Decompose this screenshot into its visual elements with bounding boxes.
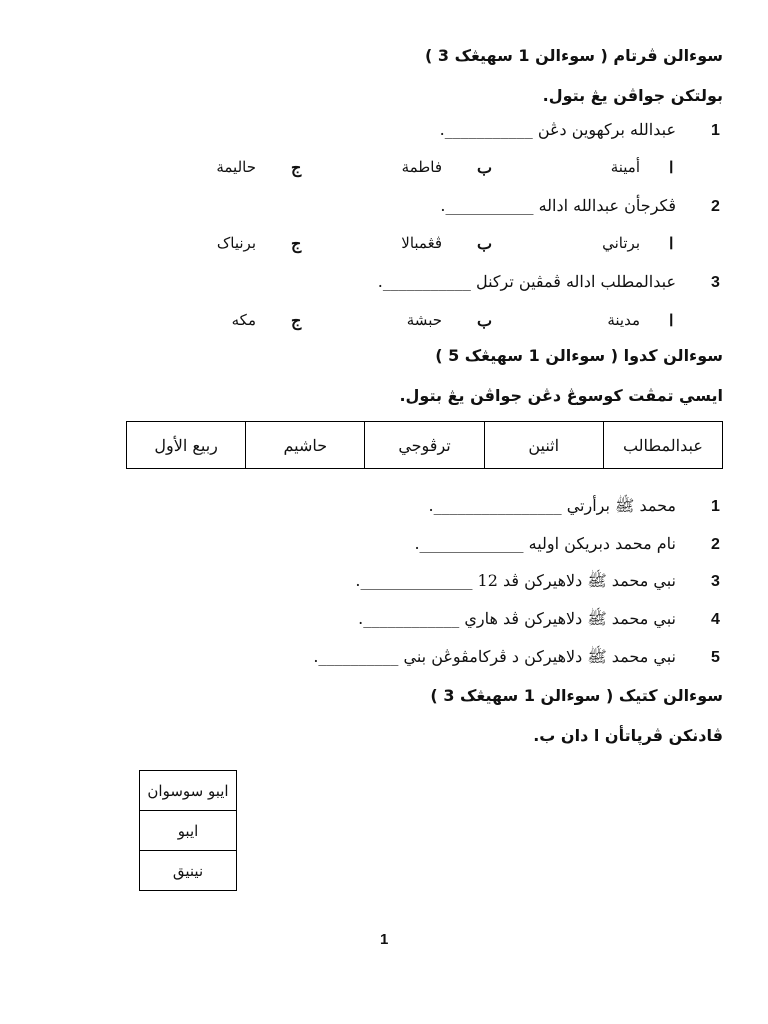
option-b: ڤڠمبالا [401, 234, 442, 252]
option-letter-b: ب [477, 158, 493, 177]
section-c-instruction: ڤادنکن ڤرڽاتأن ا دان ب. [533, 726, 723, 745]
option-a: مدينة [607, 311, 640, 329]
word-bank-cell: اثنين [484, 422, 603, 469]
question-number: 4 [711, 611, 720, 628]
option-c: برنياک [216, 234, 256, 252]
option-letter-a: ا [669, 234, 674, 253]
choice-cell: نينيق [140, 851, 237, 891]
question-number: 2 [711, 198, 720, 215]
question-text: نبي محمد ﷺ دلاهيرکن د ڤرکامڤوڠن بني __________. [313, 647, 676, 666]
question-text: عبدالله برکهوين دڠن ___________. [439, 120, 676, 139]
word-bank-cell: ترڤوجي [365, 422, 484, 469]
question-text: نبي محمد ﷺ دلاهيرکن ڤد هاري ____________. [358, 609, 676, 628]
question-text: نبي محمد ﷺ دلاهيرکن ڤد 12 ______________. [355, 571, 676, 590]
option-letter-a: ا [669, 158, 674, 177]
section-b-title: سوءالن کدوا ( سوءالن 1 سهيڠک 5 ) [435, 346, 723, 365]
question-text: عبدالمطلب اداله ڤمڤين ترکنل ___________. [377, 272, 676, 291]
option-letter-b: ب [477, 234, 493, 253]
question-number: 2 [711, 536, 720, 553]
page-number: 1 [380, 931, 389, 948]
word-bank-cell: عبدالمطالب [603, 422, 722, 469]
option-letter-c: ج [291, 311, 302, 330]
choice-cell: ايبو [140, 811, 237, 851]
word-bank-cell: ربيع الأول [127, 422, 246, 469]
matching-choices-table [139, 770, 237, 891]
section-b-instruction: ايسي تمڤت کوسوڠ دڠن جواڤن يڠ بتول. [399, 386, 723, 405]
section-a-instruction: بولتکن جواڤن يڠ بتول. [542, 86, 723, 105]
word-bank-cell: حاشيم [246, 422, 365, 469]
question-number: 5 [711, 649, 720, 666]
choice-cell: ايبو سوسوان [140, 771, 237, 811]
option-letter-a: ا [669, 311, 674, 330]
question-text: نام محمد دبريکن اوليه _____________. [414, 534, 676, 553]
question-number: 3 [711, 274, 720, 291]
option-c: مکه [231, 311, 256, 329]
option-letter-c: ج [291, 158, 302, 177]
option-a: برتاني [602, 234, 640, 252]
question-number: 3 [711, 573, 720, 590]
option-c: حاليمة [216, 158, 256, 176]
question-text: محمد ﷺ برأرتي ________________. [428, 496, 676, 515]
section-a-title: سوءالن ڤرتام ( سوءالن 1 سهيڠک 3 ) [425, 46, 723, 65]
question-text: ڤکرجأن عبدالله اداله ___________. [440, 196, 676, 215]
option-letter-b: ب [477, 311, 493, 330]
option-b: حبشة [406, 311, 442, 329]
option-letter-c: ج [291, 234, 302, 253]
option-a: أمينة [610, 158, 640, 176]
option-b: فاطمة [401, 158, 442, 176]
question-number: 1 [711, 498, 720, 515]
word-bank-table [126, 421, 723, 469]
section-c-title: سوءالن کتيک ( سوءالن 1 سهيڠک 3 ) [430, 686, 723, 705]
question-number: 1 [711, 122, 720, 139]
